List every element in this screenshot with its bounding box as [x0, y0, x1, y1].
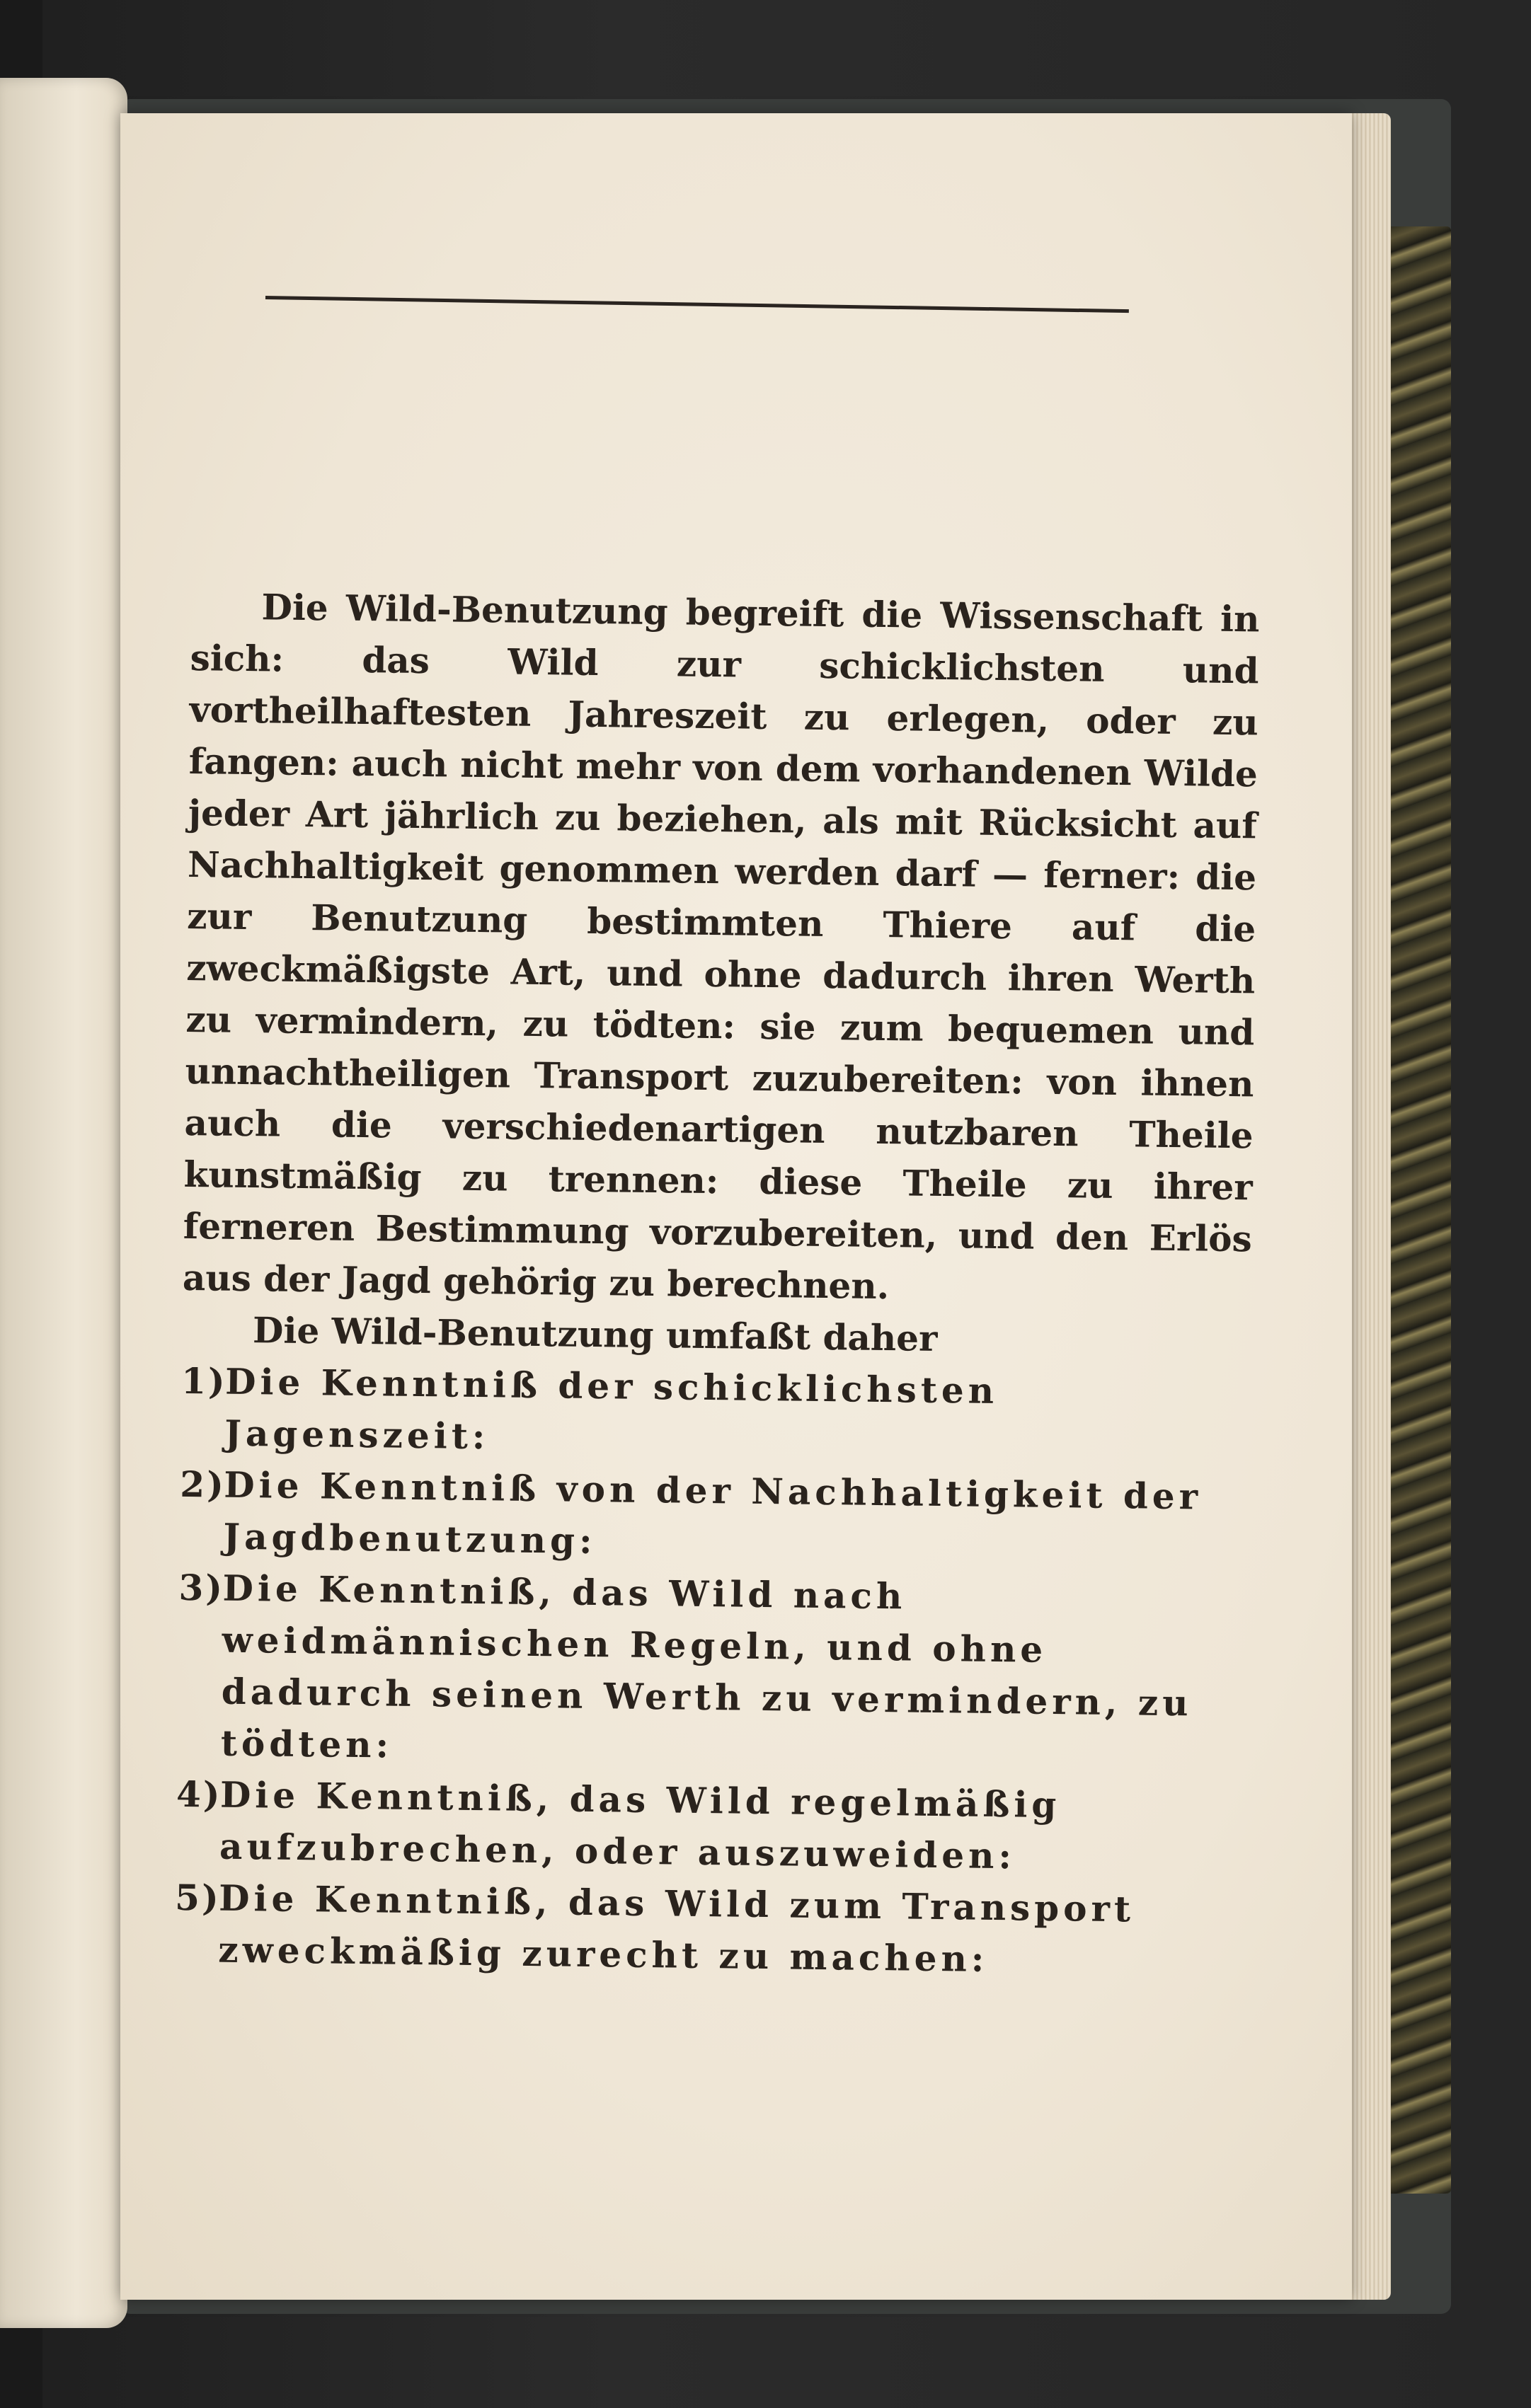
second-paragraph: Die Wild-Benutzung umfaßt daher	[252, 1309, 938, 1359]
header-rule	[265, 296, 1129, 313]
list-item-number: 3)	[178, 1566, 225, 1609]
intro-paragraph: Die Wild-Benutzung begreift die Wissenschaft in sich: das Wild zur schicklichsten und vortheilhaftesten Jahreszeit zu erlegen, oder zu fangen: auch nicht mehr von dem vorhandenen Wilde jeder Art jährlich zu beziehen, als mit Rücksicht auf Nachhaltigkeit genommen werden darf — ferner: die zur Benutzung bestimmten Thiere auf die zweckmäßigste Art, und ohne dadurch ihren Werth zu vermindern, zu tödten: sie zum bequemen und unnachtheiligen Transport zuzubereiten: von ihnen auch die verschiedenartigen nutzbaren Theile kunstmäßig zu trennen: diese Theile zu ihrer ferneren Bestimmung vorzubereiten, und den Erlös aus der Jagd gehörig zu berechnen.	[182, 586, 1260, 1308]
book-page	[120, 113, 1352, 2300]
list-item-number: 2)	[180, 1463, 227, 1506]
page-text	[174, 580, 1260, 1988]
list-item-number: 4)	[176, 1773, 222, 1816]
list-item	[179, 1458, 1249, 1574]
list-item-text: Die Kenntniß, das Wild nach weidmännischen Regeln, und ohne dadurch seinen Werth zu vermindern, zu tödten:	[220, 1567, 1193, 1766]
list-item-text: Die Kenntniß, das Wild zum Transport zweckmäßig zurecht zu machen:	[218, 1877, 1135, 1980]
list-item-text: Die Kenntniß der schicklichsten Jagenszeit:	[224, 1360, 999, 1458]
marbled-cover-edge	[1387, 226, 1451, 2194]
list-item	[176, 1768, 1246, 1884]
list-item-number: 1)	[180, 1359, 227, 1402]
list-item-text: Die Kenntniß, das Wild regelmäßig aufzubrechen, oder auszuweiden:	[219, 1773, 1061, 1877]
list-item	[176, 1562, 1247, 1781]
list-item	[180, 1355, 1251, 1471]
list-item-text: Die Kenntniß von der Nachhaltigkeit der Jagdbenutzung:	[223, 1463, 1203, 1562]
left-page	[0, 78, 127, 2328]
list-item	[174, 1872, 1244, 1988]
list-item-number: 5)	[174, 1876, 222, 1919]
